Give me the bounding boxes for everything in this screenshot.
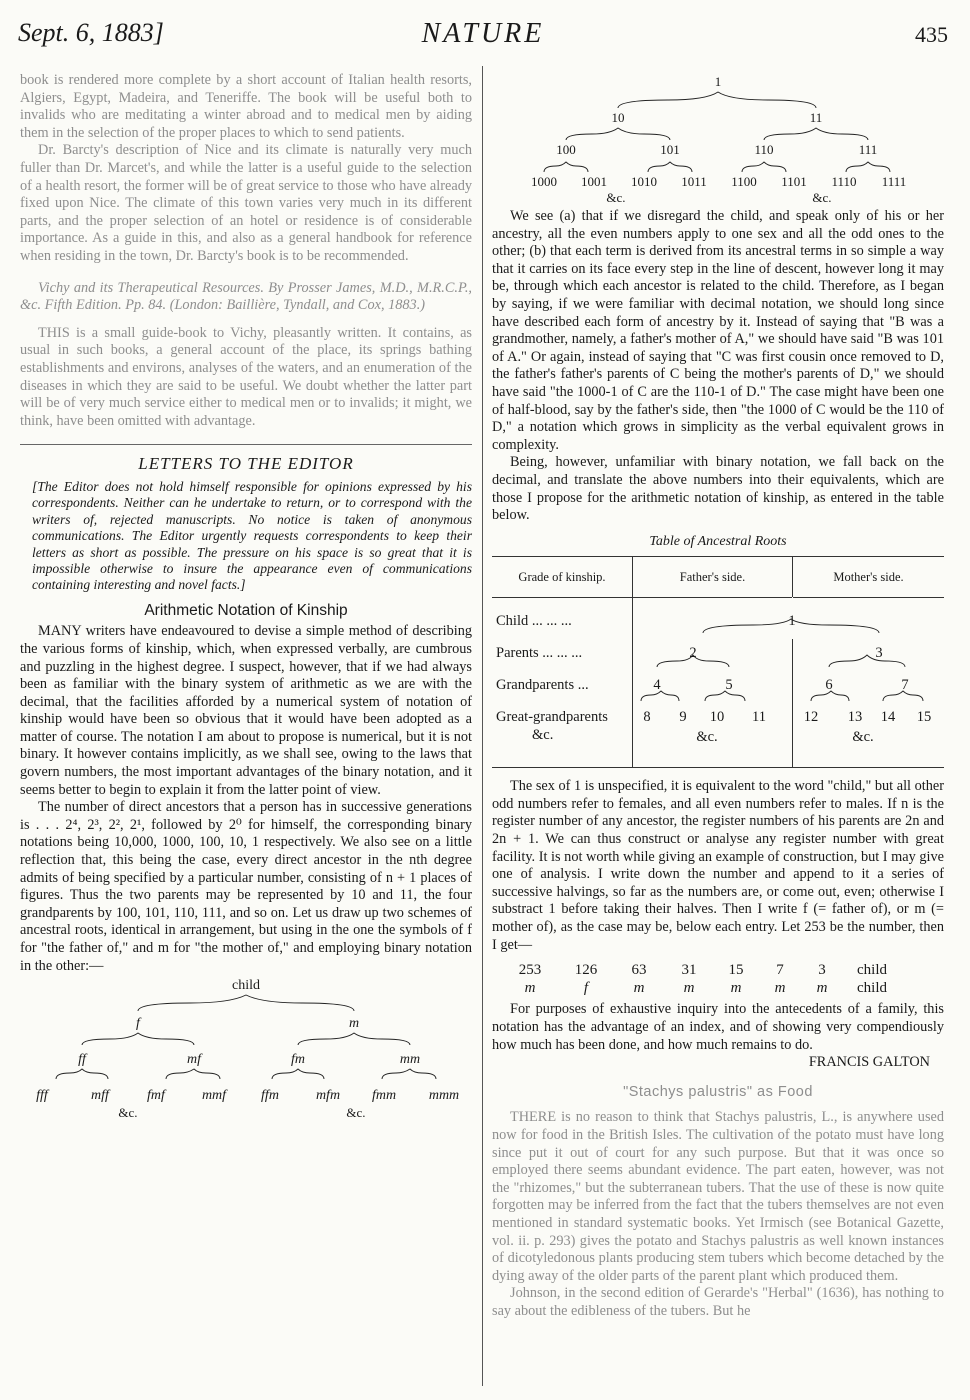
table-cell: 13 [847, 709, 863, 726]
left-column [20, 72, 472, 1143]
tree-etc: &c. [606, 190, 626, 205]
tree-node: 1110 [831, 174, 857, 189]
table-row-label: Grandparents ... [496, 677, 589, 694]
article-paragraph: The number of direct ancestors that a person has in successive generations is . . . 2⁴, 2³, 2², 2¹, followed by 2⁰ for himself, the corresponding binary notations being 10,000, 1000, 100, 10, 1 respectively. We also see on a little reflection that, this being the case, every direct ancestor in the nth degree admits of being specified by a particular number, consisting of n + 1 places of figures. Thus the two parents may be represented by 10 and 11, the four grandparents by 100, 101, 110, 111, and so on. Let us draw up two schemes of ancestral roots, identical in arrangement, but using in the one the symbols of f for "the father of," and m for "the mother of," and employing binary notation in the other:— [20, 799, 472, 974]
table-cell: 2 [689, 645, 697, 662]
tree-etc: &c. [118, 1105, 138, 1121]
tree-node: mm [399, 1052, 421, 1068]
article-paragraph: We see (a) that if we disregard the child, and speak only of his or her ancestry, all the even numbers apply to one sex and all the odd ones to the other; (b) that each term is derived from its ancestral terms in so simple a way that it carries on its face every step in the line of descent, however long it may be, through which each ancestor is related to the child. Therefore, as I began by saying, if we were familiar with decimal notation, we should long since have described each form of ancestry by it. Instead of saying that "B was a grandmother, namely, a father's mother of A," we should have said "B was 101 of A." Or again, instead of saying that "C was first cousin once removed to D, the father's father's parents of C being the mother's parents of D," we should have said "the 1000-1 of C are the 110-1 of D." The case might have been one of half-blood, say by the father's side, then "the 1000 of C would be the 110 of D," a notation which grows in simplicity as the verbal equivalent grows in complexity. [492, 208, 944, 453]
stachys-paragraph: THERE is no reason to think that Stachys palustris, L., is anywhere used now for food in the British Isles. The cultivation of the potato must have long since put it out of court for any such purpose. But that it was once so employed there seems abundant evidence. The part eaten, however, was not the "rhizomes," but the subterranean tubers. That the use of these is now quite forgotten may be inferred from the fact that the tubers themselves are not even mentioned in standard systematic books. Yet Irmisch (see Botanical Gazette, vol. ii. p. 293) gives the potato and Stachys palustris as well known instances of dicotyledonous plants producing stem tubers which become detached by the dying away of the older parts of the parent plant which produced them. [492, 1109, 944, 1284]
section-divider [20, 444, 472, 445]
tree-node: fmm [371, 1088, 397, 1104]
tree-node: 1101 [781, 174, 807, 189]
analysis-number: 253 [518, 962, 542, 979]
tree-root: 1 [714, 74, 722, 89]
tree-etc: &c. [812, 190, 832, 205]
table-header: Mother's side. [793, 557, 944, 598]
analysis-number: 15 [728, 962, 744, 979]
article-paragraph: MANY writers have endeavoured to devise a simple method of describing the various forms of kinship, which, when expressed verbally, are cumbrous and puzzling in the highest degree. I suspect, however, that if we had always been as familiar with the binary system of arithmetic as we are with the decimal, that the facilities afforded by a numerical system of notation of kinship would have been so obvious that it would have been adopted as a matter of course. The notation I am about to propose is numerical, but it is not binary. It however contains implicitly, as we shall see, owing to the laws that govern numbers, the most important advantages of the binary notation, and it seems better to begin to explain it from the latter point of view. [20, 623, 472, 798]
analysis-letter: m [816, 979, 828, 996]
ancestral-roots-table [492, 556, 944, 768]
table-cell: &c. [852, 729, 874, 746]
column-divider [482, 66, 483, 1386]
analysis-number: child [857, 962, 887, 979]
stachys-paragraph: Johnson, in the second edition of Gerarde's "Herbal" (1636), has nothing to say about the edibleness of the tubers. But he [492, 1285, 944, 1319]
tree-node: 1011 [681, 174, 707, 189]
analysis-number: 126 [574, 962, 598, 979]
tree-node: fmf [147, 1088, 165, 1104]
stachys-article [492, 1084, 944, 1321]
editor-note: [The Editor does not hold himself responsible for opinions expressed by his correspondents. Neither can he undertake to return, or to correspond with the writers of, rejected manuscripts. No notice is taken of anonymous communications. The Editor urgently requests correspondents to keep their letters as short as possible. The pressure on his space is so great that it is impossible otherwise to insure the appearance even of communications containing interesting and novel facts.] [32, 478, 472, 593]
issue-date: Sept. 6, 1883] [18, 18, 164, 47]
table-cell: 4 [653, 677, 661, 694]
tree-node: mfm [315, 1088, 341, 1104]
article-paragraph: For purposes of exhaustive inquiry into the antecedents of a family, this notation has the advantage of an index, and of showing very compendiously how much has been done, and how much remains to do. [492, 1001, 944, 1053]
analysis-letter: m [774, 979, 786, 996]
tree-node: f [136, 1016, 140, 1032]
tree-node: 1001 [581, 174, 607, 189]
table-cell: 5 [725, 677, 733, 694]
tree-node: mff [91, 1088, 109, 1104]
page-number: 435 [915, 22, 948, 47]
analysis-number: 3 [818, 962, 826, 979]
tree-node: 1010 [631, 174, 657, 189]
table-cell: 14 [880, 709, 896, 726]
tree-node: mf [187, 1052, 201, 1068]
tree-root: child [232, 978, 260, 994]
table-cell: 1 [788, 613, 796, 630]
table-cell: 6 [825, 677, 833, 694]
tree-node: ffm [261, 1088, 279, 1104]
table-header: Grade of kinship. [492, 557, 632, 598]
vichy-review-heading: Vichy and its Therapeutical Resources. By Prosser James, M.D., M.R.C.P., &c. Fifth Edition. Pp. 84. (London: Baillière, Tyndall, and Cox, 1883.) [20, 279, 472, 314]
table-cell: 11 [752, 709, 766, 726]
tree-node: 100 [556, 142, 576, 157]
tree-node: 1100 [731, 174, 757, 189]
tree-node: mmm [428, 1088, 460, 1104]
analysis-letter: m [683, 979, 695, 996]
analysis-number: 63 [631, 962, 647, 979]
article-paragraph: The sex of 1 is unspecified, it is equivalent to the word "child," but all other odd numbers refer to females, and all even numbers refer to males. If n is the register number of any ancestor, the register numbers of his parents are 2n and 2n + 1. We can thus construct or analyse any register number with great facility. It is not worth while giving an example of construction, but I may give one of analysis. I write down the number and append to it a series of successive halvings, so far as the numbers are, or come out, even; otherwise I substract 1 before taking their halves. Then I write f (= father of), or m (= mother of), as the case may be, below each entry. Let 253 be the number, then I get— [492, 778, 944, 953]
analysis-letter: m [524, 979, 536, 996]
tree-node: mmf [201, 1088, 227, 1104]
review1-paragraph: book is rendered more complete by a short account of Italian health resorts, Algiers, Egypt, Madeira, and Teneriffe. The book will be useful both to invalids who are meditating a winter abroad and to medical men by aiding them in the selection of the proper places to which to send patients. [20, 72, 472, 141]
analysis-letter: m [633, 979, 645, 996]
review-continuation [20, 72, 472, 266]
tree-node: 1111 [881, 174, 907, 189]
analysis-number: 7 [776, 962, 784, 979]
article-author: FRANCIS GALTON [808, 1054, 930, 1071]
article-title: Arithmetic Notation of Kinship [144, 601, 348, 619]
tree-node: ff [78, 1052, 86, 1068]
vichy-review-body: THIS is a small guide-book to Vichy, pleasantly written. It contains, as usual in such books, a general account of the place, its springs bathing establishments and environs, analyses of the waters, and an enumeration of the diseases in which they are said to be useful. We doubt whether the latter part will be of very much service either to medical men or to invalids; it might, we think, have been omitted with advantage. [20, 324, 472, 429]
vichy-review [20, 280, 472, 431]
analysis-number: 31 [681, 962, 697, 979]
tree-node: 111 [858, 142, 878, 157]
analysis-letter: f [583, 979, 589, 996]
analysis-letters [502, 980, 944, 998]
table-cell: 8 [643, 709, 651, 726]
tree-node: 101 [660, 142, 680, 157]
article-paragraph: Being, however, unfamiliar with binary notation, we fall back on the decimal, and translate the above numbers into their equivalents, which are those I propose for the arithmetic notation of kinship, as entered in the table below. [492, 454, 944, 524]
table-cell: 9 [679, 709, 687, 726]
tree-node: fm [291, 1052, 305, 1068]
section-title: LETTERS TO THE EDITOR [138, 454, 354, 474]
tree-node: 11 [809, 110, 823, 125]
stachys-title: "Stachys palustris" as Food [623, 1083, 813, 1100]
review1-paragraph: Dr. Barcty's description of Nice and its climate is naturally very much fuller than Dr. Marcet's, and while the latter is a useful guide to the selection of a health resort, the former will be of great service to those who have already fixed upon Nice. The climate of this town varies very much in its different parts, and the proper selection of an hotel or residence is of considerable importance. As a guide in this, and also as a general handbook for reference when residing in the town, Dr. Barcty's book is to be recommended. [20, 142, 472, 264]
tree-etc: &c. [346, 1105, 366, 1121]
analysis-letter: child [857, 979, 887, 996]
page-header [18, 18, 948, 58]
table-header: Father's side. [633, 557, 792, 598]
table-caption: Table of Ancestral Roots [649, 533, 787, 549]
table-rule [792, 557, 793, 597]
journal-title: NATURE [421, 18, 545, 49]
ancestry-letter-tree [20, 975, 472, 1143]
table-cell: 3 [875, 645, 883, 662]
tree-node: 1000 [531, 174, 557, 189]
table-row-label: Great-grandparents [496, 709, 608, 726]
table-row-label: Child ... ... ... [496, 613, 572, 630]
table-cell: 12 [803, 709, 819, 726]
table-row-label: Parents ... ... ... [496, 645, 583, 662]
table-row-label: &c. [532, 727, 554, 744]
ancestry-binary-tree [492, 72, 944, 208]
tree-node: 10 [611, 110, 625, 125]
analysis-numbers [502, 962, 944, 980]
right-column [492, 72, 944, 1321]
table-cell: 15 [916, 709, 932, 726]
table-cell: 10 [709, 709, 725, 726]
table-cell: 7 [901, 677, 909, 694]
analysis-letter: m [730, 979, 742, 996]
tree-node: m [348, 1016, 360, 1032]
table-cell: &c. [696, 729, 718, 746]
tree-node: 110 [754, 142, 774, 157]
tree-node: fff [36, 1088, 48, 1104]
